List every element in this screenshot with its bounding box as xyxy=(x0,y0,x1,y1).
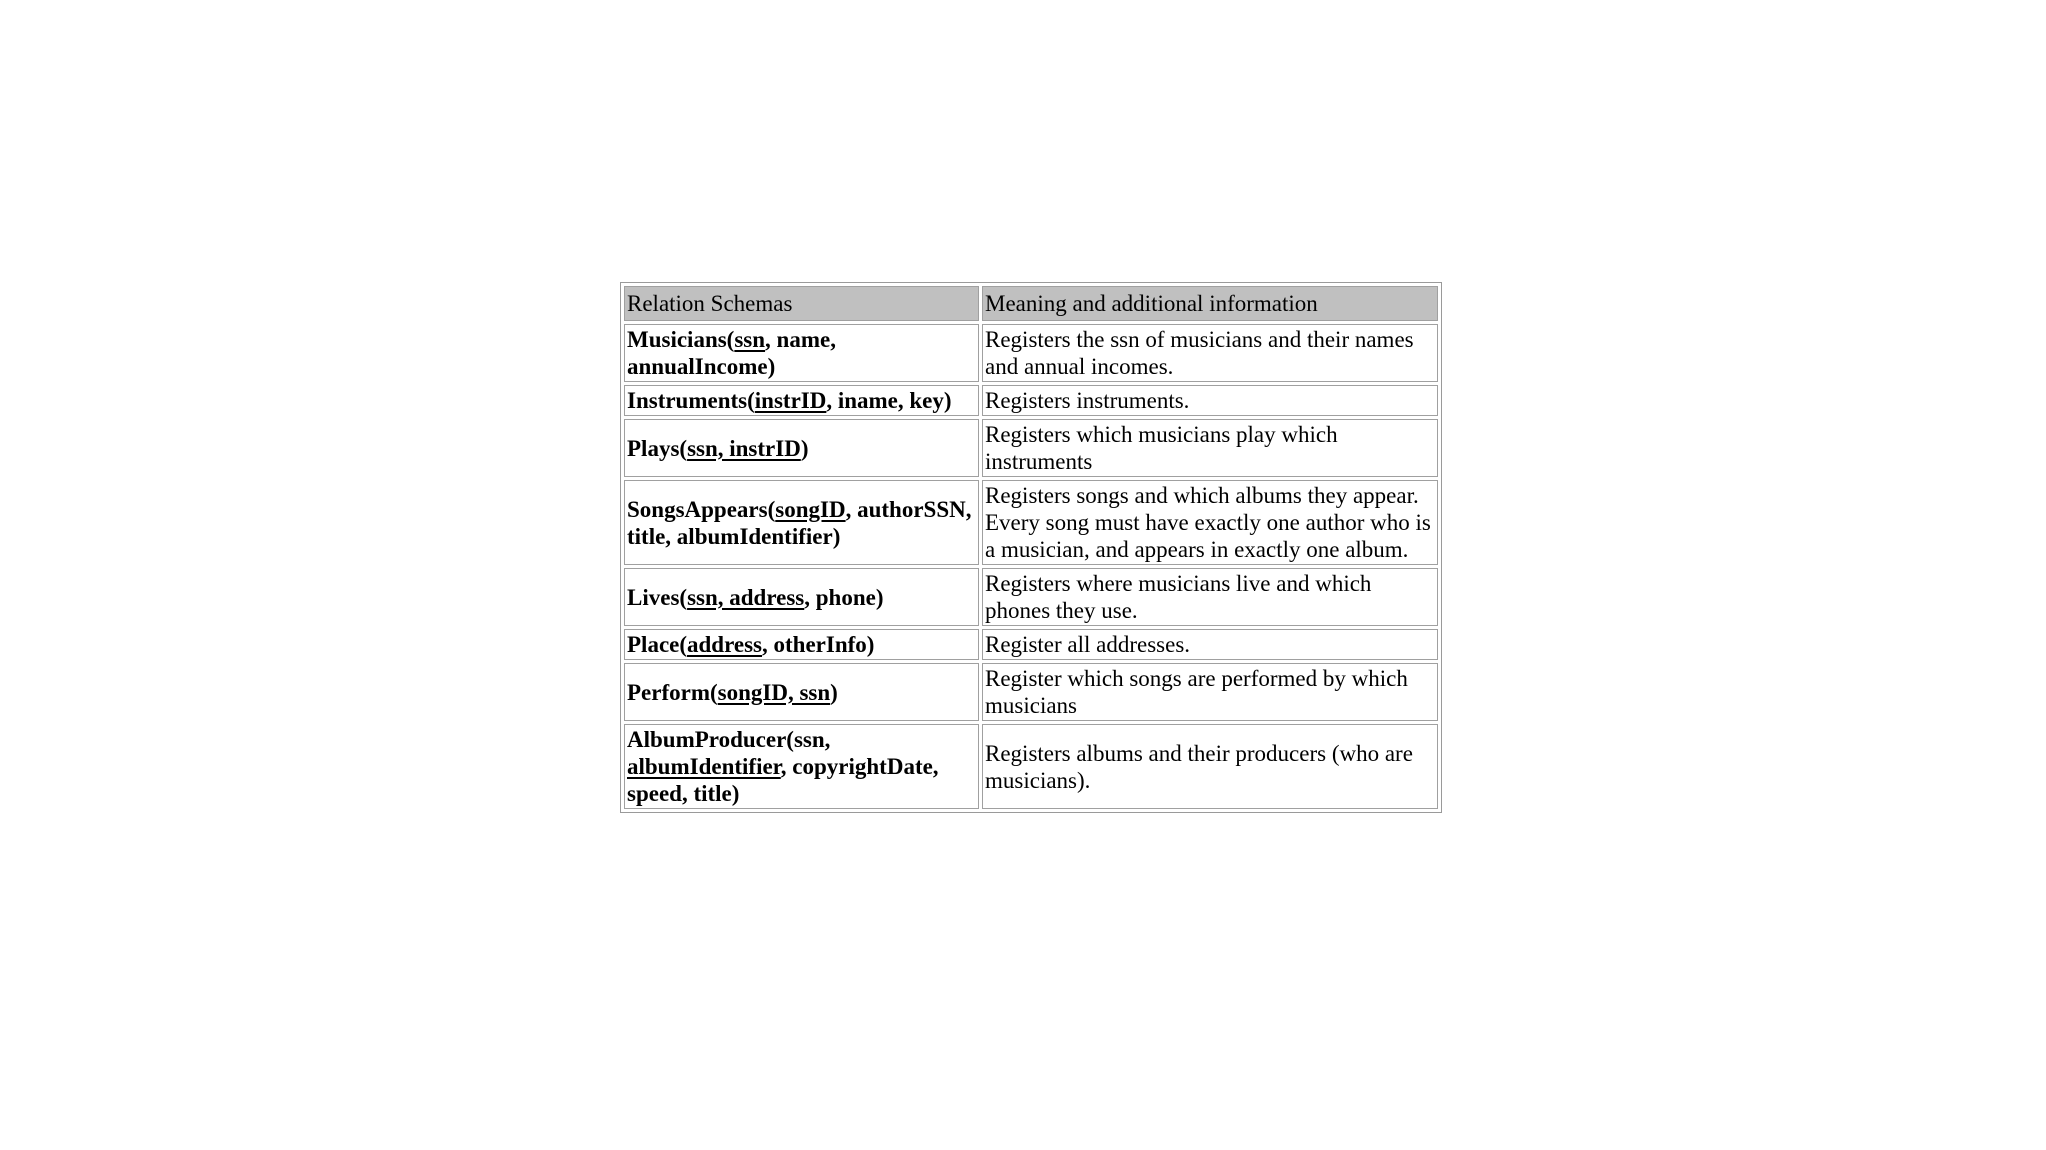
meaning-cell: Register all addresses. xyxy=(982,629,1438,660)
table-row xyxy=(624,568,1438,626)
schema-text: ) xyxy=(830,679,838,705)
table-row xyxy=(624,629,1438,660)
header-relation-schemas: Relation Schemas xyxy=(624,286,979,321)
schema-cell xyxy=(624,480,979,565)
meaning-cell: Registers instruments. xyxy=(982,385,1438,416)
schema-text: , copyrightDate, speed, title) xyxy=(627,754,939,806)
schema-text: Musicians( xyxy=(627,327,735,352)
schema-text: , authorSSN, title, albumIdentifier) xyxy=(627,496,972,549)
schema-text: ) xyxy=(800,435,809,461)
schema-text: AlbumProducer(ssn, xyxy=(627,727,831,752)
schema-cell xyxy=(624,629,979,660)
meaning-cell: Registers which musicians play which instruments xyxy=(982,419,1438,477)
key-attribute: songID, ssn xyxy=(717,679,831,705)
schema-text: Plays( xyxy=(627,435,688,461)
table-body xyxy=(624,324,1438,809)
schema-cell xyxy=(624,568,979,626)
schema-cell xyxy=(624,663,979,721)
schema-cell xyxy=(624,385,979,416)
table-row xyxy=(624,724,1438,809)
table-header-row xyxy=(624,286,1438,321)
key-attribute: albumIdentifier xyxy=(627,754,781,779)
schema-text: Lives( xyxy=(627,584,688,610)
meaning-cell: Registers songs and which albums they appear. Every song must have exactly one author who is a musician, and appears in exactly one album. xyxy=(982,480,1438,565)
schema-text: Instruments( xyxy=(627,388,755,413)
meaning-cell: Registers the ssn of musicians and their names and annual incomes. xyxy=(982,324,1438,382)
header-meaning: Meaning and additional information xyxy=(982,286,1438,321)
key-attribute: ssn, address xyxy=(687,584,805,610)
schema-text: , name, annualIncome) xyxy=(627,327,836,379)
table-row xyxy=(624,324,1438,382)
schema-table-container xyxy=(620,282,1442,813)
schema-cell xyxy=(624,324,979,382)
meaning-cell: Register which songs are performed by which musicians xyxy=(982,663,1438,721)
table-row xyxy=(624,480,1438,565)
schema-text: , phone) xyxy=(804,584,884,610)
schema-text: , iname, key) xyxy=(826,388,952,413)
relation-schema-table xyxy=(620,282,1442,813)
meaning-cell: Registers albums and their producers (who are musicians). xyxy=(982,724,1438,809)
key-attribute: songID xyxy=(775,496,846,522)
table-row xyxy=(624,419,1438,477)
key-attribute: instrID xyxy=(754,388,827,413)
table-row xyxy=(624,385,1438,416)
key-attribute: ssn, instrID xyxy=(687,435,801,461)
key-attribute: ssn xyxy=(734,327,766,352)
schema-cell xyxy=(624,419,979,477)
schema-text: Perform( xyxy=(627,679,718,705)
schema-cell xyxy=(624,724,979,809)
table-row xyxy=(624,663,1438,721)
schema-text: Place( xyxy=(627,632,688,657)
schema-text: SongsAppears( xyxy=(627,496,776,522)
key-attribute: address xyxy=(687,632,763,657)
schema-text: , otherInfo) xyxy=(762,632,875,657)
meaning-cell: Registers where musicians live and which phones they use. xyxy=(982,568,1438,626)
